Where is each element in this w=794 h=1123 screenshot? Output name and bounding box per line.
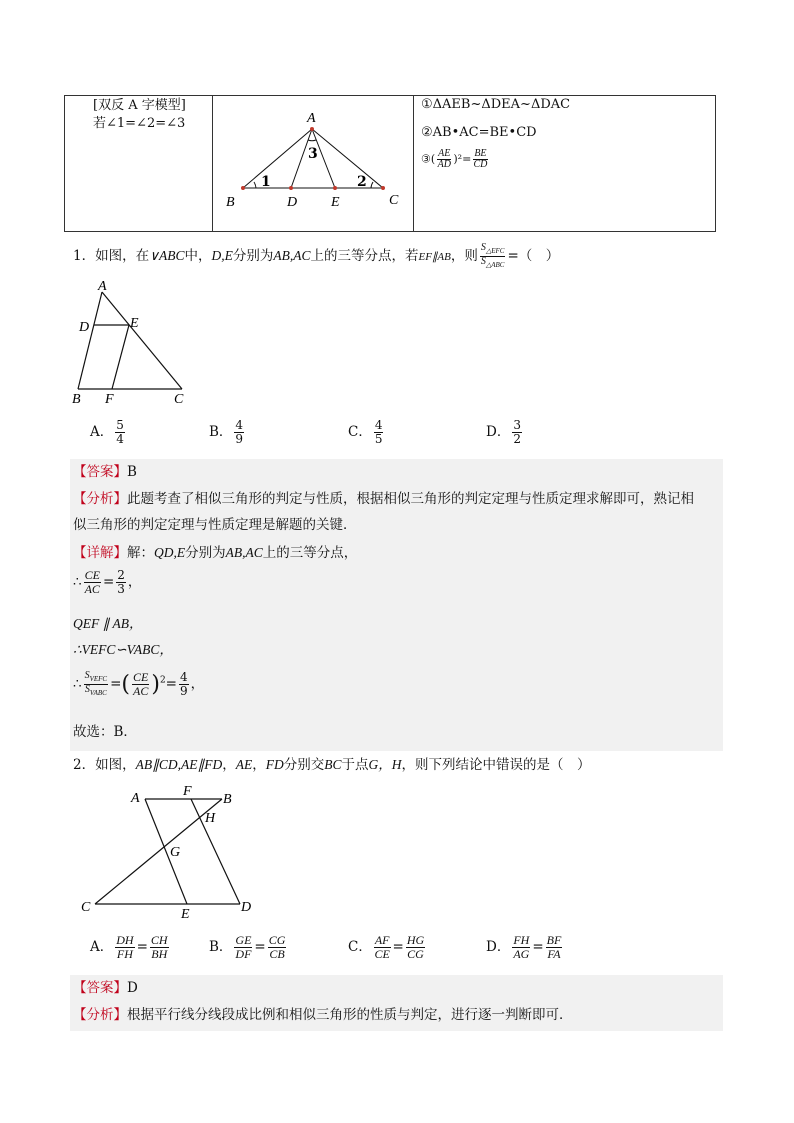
q1-text-f: =（ ） (507, 248, 560, 264)
q1-detail-5-inum: CE (133, 670, 149, 684)
q1-label-e: E (130, 316, 139, 331)
q1-detail-5-pow: 2 (159, 675, 166, 686)
q1-detail-5-end: ， (190, 676, 205, 692)
q1-detail-1e: 上的三等分点， (262, 545, 358, 561)
model-table (64, 95, 716, 232)
q1-detail-tag: 【详解】 (73, 545, 127, 561)
q1-detail-1c: 分别为 (185, 545, 226, 561)
q2-answer-tag: 【答案】 (73, 980, 127, 996)
q1-text-a: 如图，在 (95, 248, 150, 264)
q2-fd: FD (265, 757, 284, 772)
q1-option-a-num: 5 (116, 418, 124, 432)
q1-text-d: 上的三等分点，若 (310, 248, 419, 264)
q1-detail-5-eq: = (110, 676, 122, 692)
q2-analysis-line (73, 1002, 573, 1028)
q2-answer: D (127, 980, 138, 996)
q1-text-b: 中， (184, 248, 212, 264)
fig0-angle-2: 2 (357, 174, 367, 190)
q1-detail-5-pre: ∴ (73, 676, 82, 692)
q1-detail-2-den: AC (84, 582, 100, 596)
q1-detail-5-iden: AC (133, 684, 149, 698)
q1-ratio (480, 243, 506, 270)
conclusion-3: ③( $\frac{AE}{AD}$ )²= $\frac{BE}{CD}$ (421, 148, 488, 170)
q1-detail-2-pre: ∴ (73, 574, 82, 590)
q1-points: D,E (211, 248, 233, 263)
q2-option-c-n2: HG (406, 933, 425, 947)
q2-option-b-n2: CG (268, 933, 286, 947)
q1-figure (68, 278, 198, 408)
concl3-right-frac (473, 149, 487, 170)
fig0-label-b: B (226, 195, 235, 210)
q1-label-d: D (79, 320, 90, 335)
q1-option-a-label: A． (90, 424, 114, 440)
q1-option-c[interactable] (348, 419, 385, 446)
q1-solution-panel (70, 459, 723, 751)
q2-option-a-n1: DH (116, 933, 134, 947)
q2-option-b-d1: DF (235, 947, 252, 961)
q1-detail-2-rden: 3 (117, 582, 125, 596)
q2-text-b: ， (222, 757, 236, 773)
q2-option-d-d2: FA (547, 947, 561, 961)
q2-option-c-d2: CG (407, 947, 424, 961)
q1-detail-5-num-sub: VEFC (89, 675, 108, 683)
q1-ratio-den-sub: △ABC (485, 261, 505, 269)
q1-detail-1d: AB,AC (225, 545, 263, 560)
concl3-power: )²= (453, 152, 472, 166)
q1-detail-line-1 (73, 540, 357, 566)
q2-answer-line (73, 975, 138, 1001)
q1-detail-2-rnum: 2 (117, 568, 125, 582)
q1-option-b-label: B． (209, 424, 233, 440)
q1-condition: EF∥AB (418, 251, 451, 263)
q1-detail-line-3: QEF ∥ AB， (73, 616, 143, 631)
q1-label-b: B (72, 392, 81, 407)
q1-detail-5-den-sub: VABC (89, 689, 107, 697)
q2-stem (73, 753, 590, 773)
q1-detail-5-den: S (84, 684, 90, 695)
q2-option-b-n1: GE (235, 933, 252, 947)
q1-detail-5-rnum: 4 (179, 670, 188, 684)
q1-option-b-den: 9 (235, 432, 244, 446)
q2-text-e: 于点 (341, 757, 369, 773)
fig0-label-d: D (287, 195, 298, 210)
concl3-right-den: CD (473, 159, 488, 170)
fig0-label-a: A (307, 111, 316, 126)
q1-ratio-num-sub: △EFC (485, 247, 505, 255)
q1-option-c-den: 5 (374, 432, 383, 446)
q1-label-a: A (98, 279, 107, 294)
q2-label-e: E (181, 907, 190, 922)
q1-answer-tag: 【答案】 (73, 464, 127, 480)
q2-option-b[interactable]: B． $\frac{GE}{DF}$ = $\frac{CG}{CB}$ (209, 933, 286, 961)
q2-label-f: F (183, 784, 192, 799)
fig0-angle-3: 3 (308, 146, 318, 162)
q1-analysis-1: 此题考查了相似三角形的判定与性质，根据相似三角形的判定定理与性质定理求解即可，熟记相 (127, 491, 694, 507)
q1-detail-line-2 (73, 569, 141, 596)
q2-option-a-d2: BH (151, 947, 168, 961)
q2-option-a-d1: FH (116, 947, 133, 961)
q2-option-a-n2: CH (150, 933, 168, 947)
q1-text-e: ，则 (450, 248, 478, 264)
conclusion-3-prefix: ③ (421, 152, 431, 166)
table-divider-2 (413, 96, 414, 231)
q1-option-c-label: C． (348, 424, 372, 440)
q2-option-b-label: B． (209, 939, 233, 955)
q1-option-c-num: 4 (374, 418, 383, 432)
q1-triangle: ∨ABC (149, 248, 185, 263)
q2-analysis-tag: 【分析】 (73, 1007, 127, 1023)
q2-solution-panel (70, 975, 723, 1031)
q1-answer-line (73, 459, 137, 485)
q2-option-d-d1: AG (513, 947, 530, 961)
q1-option-d[interactable] (486, 419, 524, 446)
q1-detail-2-num: CE (84, 568, 100, 582)
q1-option-a[interactable] (90, 419, 127, 446)
q2-text-f: ，则下列结论中错误的是（ ） (401, 757, 591, 773)
q2-option-d-n2: BF (546, 933, 562, 947)
q2-option-d-n1: FH (513, 933, 530, 947)
q2-text-c: ， (252, 757, 266, 773)
q1-stem (73, 243, 559, 270)
q1-option-d-den: 2 (513, 432, 521, 446)
q1-label-c: C (174, 392, 184, 407)
fig0-angle-1: 1 (261, 174, 271, 190)
q1-text-c: 分别为 (232, 248, 274, 264)
q1-choose-line: 故选：B． (73, 724, 137, 740)
q1-ratio-den: S (480, 256, 486, 267)
concl3-right-num: BE (474, 148, 487, 159)
q1-number: 1． (73, 248, 96, 264)
q2-condition: AB∥CD,AE∥FD (135, 757, 223, 772)
fig0-label-c: C (389, 193, 399, 208)
q1-option-b[interactable] (209, 419, 246, 446)
conclusion-2: ②AB•AC=BE•CD (421, 125, 537, 140)
q1-detail-2-end: ， (127, 574, 142, 590)
q1-analysis-tag: 【分析】 (73, 491, 127, 507)
q1-option-a-den: 4 (116, 432, 124, 446)
q2-analysis: 根据平行线分线段成比例和相似三角形的性质与判定，进行逐一判断即可． (127, 1007, 573, 1023)
concl3-left-frac (437, 149, 451, 170)
q1-detail-5-eq2: = (165, 676, 177, 692)
q2-option-d-label: D． (486, 939, 511, 955)
fig0-label-e: E (331, 195, 340, 210)
q1-sides: AB,AC (273, 248, 311, 263)
q1-label-f: F (105, 392, 114, 407)
concl3-left-num: AE (438, 148, 451, 159)
q2-label-b: B (223, 792, 232, 807)
q1-detail-2-eq: = (102, 574, 115, 590)
q2-option-c[interactable]: C． $\frac{AF}{CE}$ = $\frac{HG}{CG}$ (348, 933, 425, 961)
q1-ratio-num: S (480, 242, 486, 253)
q2-label-d: D (241, 900, 252, 915)
q2-text-a: 如图， (95, 757, 136, 773)
model-title: [双反 A 字模型] (93, 98, 186, 113)
q2-gh: G，H (368, 757, 402, 772)
q2-option-c-n1: AF (374, 933, 390, 947)
q1-detail-line-5: ∴ $\frac{S_{VEFC}}{S_{VABC}}$ =( $\frac{CE}{AC}$ )$^2$= $\frac{4}{9}$ ， (73, 670, 205, 698)
q1-analysis-line-1 (73, 486, 694, 512)
q2-option-c-d1: CE (374, 947, 390, 961)
q1-detail-5-num: S (84, 670, 90, 681)
q2-label-a: A (131, 791, 140, 806)
q2-text-d: 分别交 (283, 757, 325, 773)
q2-option-a[interactable]: A． $\frac{DH}{FH}$ = $\frac{CH}{BH}$ (90, 933, 168, 961)
q1-detail-1a: 解： (127, 545, 154, 561)
q2-label-g: G (170, 845, 181, 860)
model-condition: 若∠1=∠2=∠3 (93, 116, 186, 131)
q1-analysis-line-2: 似三角形的判定定理与性质定理是解题的关键． (73, 517, 357, 533)
q2-option-b-d2: CB (269, 947, 285, 961)
concl3-left-den: AD (437, 159, 451, 170)
q2-option-d[interactable]: D． $\frac{FH}{AG}$ = $\frac{BF}{FA}$ (486, 933, 562, 961)
q2-label-c: C (81, 900, 91, 915)
q1-option-b-num: 4 (235, 418, 244, 432)
q2-label-h: H (205, 811, 216, 826)
q2-option-a-label: A． (90, 939, 114, 955)
q2-bc: BC (324, 757, 342, 772)
q1-answer: B (127, 464, 137, 480)
q1-option-d-label: D． (486, 424, 511, 440)
q2-option-c-label: C． (348, 939, 372, 955)
q1-option-d-num: 3 (513, 418, 521, 432)
q1-detail-1b: QD,E (154, 545, 186, 560)
conclusion-1: ①ΔAEB~ΔDEA~ΔDAC (421, 97, 571, 112)
q1-detail-5-rden: 9 (179, 684, 188, 698)
model-figure (213, 96, 413, 231)
q2-number: 2． (73, 757, 96, 773)
q2-ae: AE (235, 757, 253, 772)
q2-figure (78, 780, 268, 925)
q1-detail-line-4: ∴VEFC∽VABC， (73, 642, 173, 657)
